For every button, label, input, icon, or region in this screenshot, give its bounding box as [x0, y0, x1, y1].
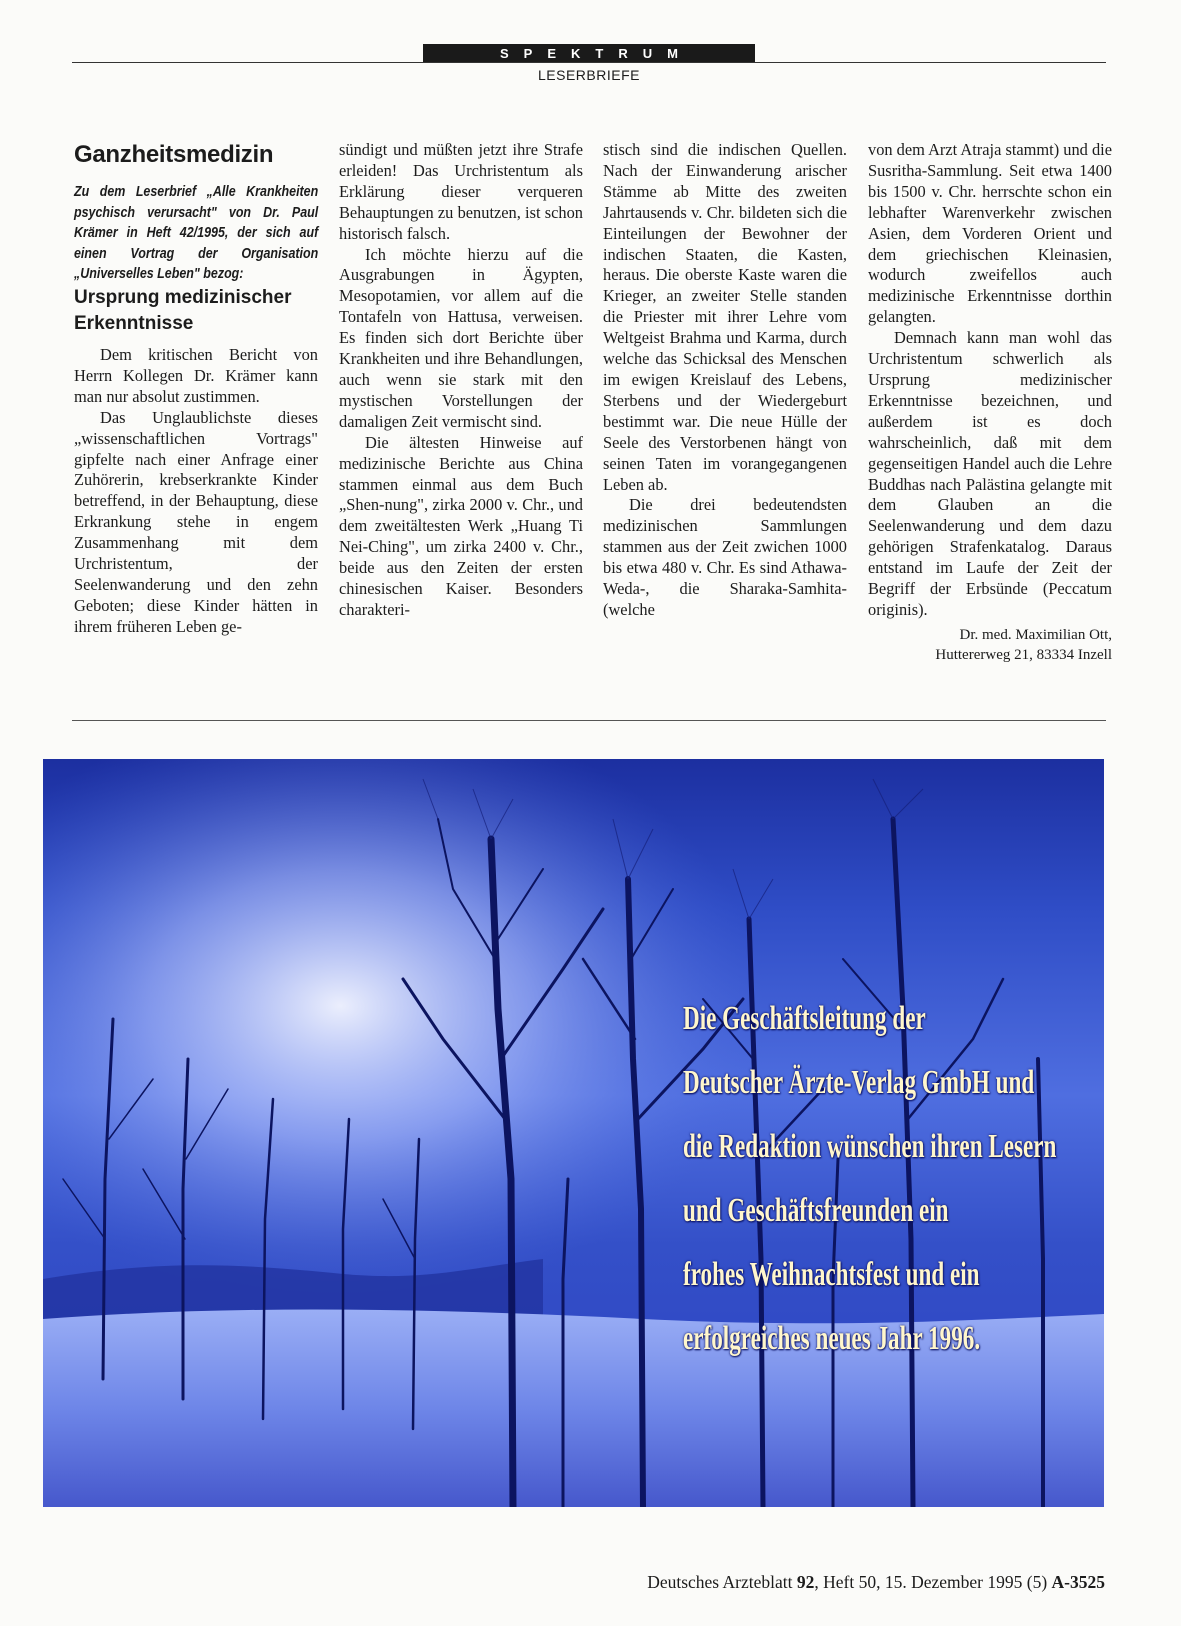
issue-date: , Heft 50, 15. Dezember 1995 (5) — [814, 1572, 1048, 1592]
article-title: Ganzheitsmedizin — [74, 141, 274, 168]
greeting-line: Deutscher Ärzte-Verlag GmbH und — [683, 1064, 1035, 1101]
paragraph: Demnach kann man wohl das Urchristentum schwerlich als Ursprung medizinischer Erkenntnisse bezeichnen, und außerdem ist es doch wahrscheinlich, daß mit dem gegenseitigen Handel auch die Lehre Buddhas nach Palästina gelangte mit dem Glauben an die Seelenwanderung und dem dazu gehörigen Strafenkatalog. Daraus entstand im Laufe der Zeit der Begriff der Erbsünde (Peccatum originis). — [868, 328, 1112, 619]
top-rule — [72, 62, 1106, 63]
paragraph: Das Unglaublichste dieses „wissenschaftlichen Vortrags" gipfelte nach einer Anfrage einer Zuhörerin, krebserkrankte Kinder betreffend, in der Behauptung, diese Erkrankung stehe in engem Zusammenhang mit dem Urchristentum, der Seelenwanderung und den zehn Geboten; diese Kinder hätten in ihrem früheren Leben ge- — [74, 407, 318, 636]
page-number: A-3525 — [1051, 1572, 1105, 1592]
greeting-line: die Redaktion wünschen ihren Lesern — [683, 1128, 1057, 1165]
greeting-line: und Geschäftsfreunden ein — [683, 1192, 949, 1229]
winter-landscape-image — [43, 759, 1104, 1507]
letter-signature — [868, 625, 1112, 665]
paragraph: von dem Arzt Atraja stammt) und die Susritha-Sammlung. Seit etwa 1400 bis 1500 v. Chr. herrschte schon ein lebhafter Warenverkehr zwischen Asien, dem Vorderen Orient und dem griechischen Kleinasien, wodurch zweifellos auch medizinische Erkenntnisse dorthin gelangten. — [868, 140, 1112, 327]
article-column-2 — [339, 140, 583, 621]
article-column-4 — [868, 140, 1112, 665]
article-bottom-rule — [72, 720, 1106, 721]
article-intro: Zu dem Leserbrief „Alle Krankheiten psychisch verursacht" von Dr. Paul Krämer in Heft 42/1995, der sich auf einen Vortrag der Organisation „Universelles Leben" bezog: — [74, 184, 319, 283]
journal-volume: 92 — [796, 1572, 815, 1592]
journal-name: Deutsches Arzteblatt — [647, 1572, 793, 1592]
signature-name: Dr. med. Maximilian Ott, — [959, 626, 1112, 643]
paragraph: Ich möchte hierzu auf die Ausgrabungen in Ägypten, Mesopotamien, vor allem auf die Tontafeln von Hattusa, verweisen. Es finden sich dort Berichte über Krankheiten und ihre Behandlungen, auch wenn sie stark mit den mystischen Vorstellungen der damaligen Zeit vermischt sind. — [339, 244, 583, 431]
section-label: LESERBRIEFE — [538, 67, 640, 83]
paragraph: stisch sind die indischen Quellen. Nach der Einwanderung arischer Stämme ab Mitte des zweiten Jahrtausends v. Chr. bildeten sich die Einteilungen der Bewohner der indischen Staaten, die Kasten, heraus. Die oberste Kaste waren die Krieger, an zweiter Stelle standen die Priester mit ihrer Lehre vom Weltgeist Brahma und Karma, durch welche das Schicksal des Menschen im ewigen Kreislauf des Lebens, Sterbens und der Wiedergeburt bestimmt war. Die neue Hülle der Seele des Verstorbenen hängt von seinen Taten im vorangegangenen Leben ab. — [603, 140, 847, 494]
article-subhead: Ursprung medizinischer Erkenntnisse — [74, 286, 292, 334]
article-column-1 — [74, 140, 318, 638]
season-greeting — [683, 987, 1057, 1371]
paragraph: sündigt und müßten jetzt ihre Strafe erleiden! Das Urchristentum als Erklärung dieser verqueren Behauptungen zu benutzen, ist schon historisch falsch. — [339, 140, 583, 243]
paragraph: Dem kritischen Bericht von Herrn Kollegen Dr. Krämer kann man nur absolut zustimmen. — [74, 344, 318, 406]
paragraph: Die drei bedeutendsten medizinischen Sammlungen stammen aus der Zeit zwichen 1000 bis etwa 480 v. Chr. Es sind Athawa-Weda-, die Sharaka-Samhita- (welche — [603, 495, 847, 619]
greeting-line: frohes Weihnachtsfest und ein — [683, 1256, 980, 1293]
page-footer — [565, 1572, 1105, 1593]
greeting-line: Die Geschäftsleitung der — [683, 1000, 926, 1037]
paragraph: Die ältesten Hinweise auf medizinische Berichte aus China stammen einmal aus dem Buch „Shen-nung", zirka 2000 v. Chr., und dem zweitältesten Werk „Huang Ti Nei-Ching", um zirka 2400 v. Chr., beide aus den Zeiten der ersten chinesischen Kaiser. Besonders charakteri- — [339, 432, 583, 619]
greeting-line: erfolgreiches neues Jahr 1996. — [683, 1320, 981, 1357]
signature-address: Huttererweg 21, 83334 Inzell — [935, 646, 1112, 663]
article-column-3 — [603, 140, 847, 621]
section-band: SPEKTRUM — [423, 44, 755, 63]
